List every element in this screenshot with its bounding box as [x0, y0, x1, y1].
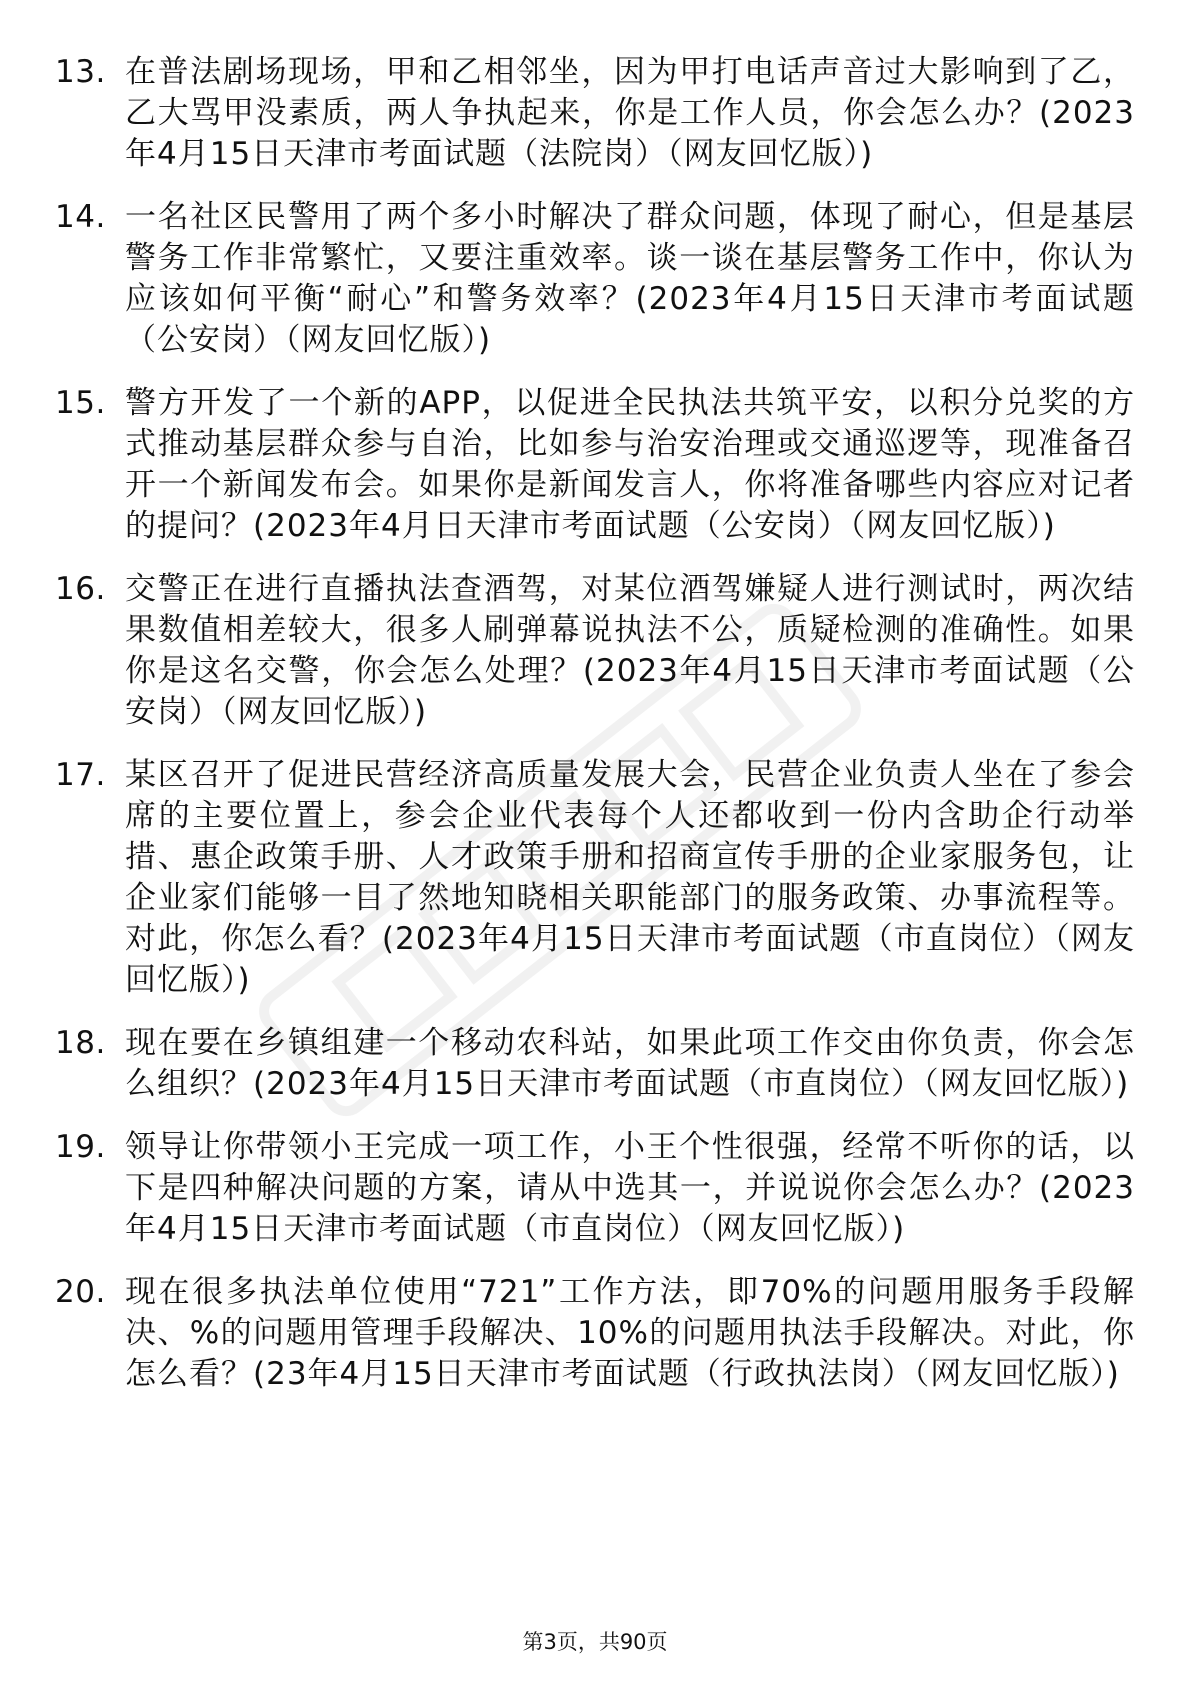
question-text: 在普法剧场现场，甲和乙相邻坐，因为甲打电话声音过大影响到了乙，乙大骂甲没素质，两人争执起来，你是工作人员，你会怎么办？(2023年4月15日天津市考面试题（法院岗）（网友回忆版）): [125, 54, 1135, 172]
question-text: 领导让你带领小王完成一项工作，小王个性很强，经常不听你的话，以下是四种解决问题的方案，请从中选其一，并说说你会怎么办？(2023年4月15日天津市考面试题（市直岗位）（网友回忆版）): [125, 1129, 1135, 1247]
question-number: 14.: [55, 199, 106, 235]
question-item-13: [55, 52, 1135, 175]
question-item-18: [55, 1023, 1135, 1105]
question-number: 20.: [55, 1274, 106, 1310]
question-number: 18.: [55, 1025, 106, 1061]
question-number: 13.: [55, 54, 106, 90]
question-text: 警方开发了一个新的APP，以促进全民执法共筑平安，以积分兑奖的方式推动基层群众参与自治，比如参与治安治理或交通巡逻等，现准备召开一个新闻发布会。如果你是新闻发言人，你将准备哪些内容应对记者的提问？(2023年4月日天津市考面试题（公安岗）（网友回忆版）): [125, 385, 1135, 544]
question-text: 交警正在进行直播执法查酒驾，对某位酒驾嫌疑人进行测试时，两次结果数值相差较大，很多人刷弹幕说执法不公，质疑检测的准确性。如果你是这名交警，你会怎么处理？(2023年4月15日天津市考面试题（公安岗）（网友回忆版）): [125, 571, 1135, 730]
question-text: 现在要在乡镇组建一个移动农科站，如果此项工作交由你负责，你会怎么组织？(2023年4月15日天津市考面试题（市直岗位）（网友回忆版）): [125, 1025, 1135, 1102]
question-item-15: [55, 383, 1135, 547]
question-text: 某区召开了促进民营经济高质量发展大会，民营企业负责人坐在了参会席的主要位置上，参会企业代表每个人还都收到一份内含助企行动举措、惠企政策手册、人才政策手册和招商宣传手册的企业家服务包，让企业家们能够一目了然地知晓相关职能部门的服务政策、办事流程等。对此，你怎么看？(2023年4月15日天津市考面试题（市直岗位）（网友回忆版）): [125, 757, 1135, 998]
page-number-label: 第3页，共90页: [522, 1630, 668, 1654]
question-text: 一名社区民警用了两个多小时解决了群众问题，体现了耐心，但是基层警务工作非常繁忙，又要注重效率。谈一谈在基层警务工作中，你认为应该如何平衡“耐心”和警务效率？(2023年4月15日天津市考面试题（公安岗）（网友回忆版）): [125, 199, 1135, 358]
question-item-17: [55, 755, 1135, 1001]
question-number: 16.: [55, 571, 106, 607]
question-number: 19.: [55, 1129, 106, 1165]
page-footer: [0, 1628, 1190, 1656]
question-item-20: [55, 1272, 1135, 1395]
question-item-19: [55, 1127, 1135, 1250]
question-list: [55, 52, 1135, 1417]
question-number: 17.: [55, 757, 106, 793]
question-item-14: [55, 197, 1135, 361]
question-text: 现在很多执法单位使用“721”工作方法，即70%的问题用服务手段解决、%的问题用管理手段解决、10%的问题用执法手段解决。对此，你怎么看？(23年4月15日天津市考面试题（行政执法岗）（网友回忆版）): [125, 1274, 1135, 1392]
question-item-16: [55, 569, 1135, 733]
question-number: 15.: [55, 385, 106, 421]
